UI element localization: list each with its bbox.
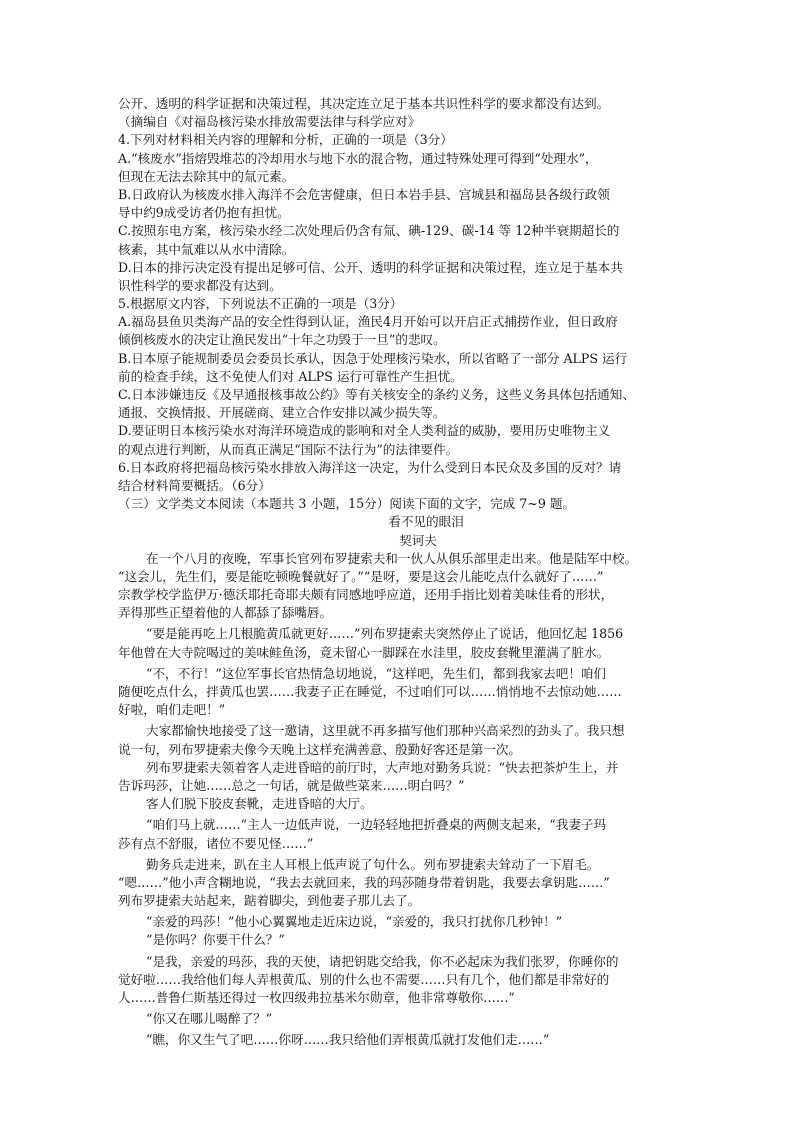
story-line: 列布罗捷索夫站起来，踮着脚尖，到他妻子那儿去了。 (118, 893, 421, 909)
text-line: 导中约9成受访者仍抱有担忧。 (118, 205, 290, 221)
story-line: “不，不行！”这位军事长官热情急切地说，“这样吧，先生们，都到我家去吧！咱们 (146, 665, 607, 681)
text-line: A.“核废水”指熔毁堆芯的冷却用水与地下水的混合物，通过特殊处理可得到“处理水”， (118, 150, 598, 166)
text-line: 识性科学的要求都没有达到。 (118, 277, 282, 293)
story-line: 莎有点不舒服，诸位不要见怪……” (118, 835, 314, 851)
text-line: 核素，其中氚难以从水中清除。 (118, 241, 295, 257)
text-line: （三）文学类文本阅读（本题共 3 小题，15分）阅读下面的文字，完成 7~9 题。 (118, 496, 576, 512)
story-line: 弄得那些正望着他的人都舔了舔嘴唇。 (118, 605, 333, 621)
text-line: D.日本的排污决定没有提出足够可信、公开、透明的科学证据和决策过程，连立足于基本共 (118, 259, 623, 275)
text-line: B.日政府认为核废水排入海洋不会危害健康，但日本岩手县、宫城县和福岛县各级行政领 (118, 186, 610, 202)
text-line: 倾倒核废水的决定让渔民发出“十年之功毁于一旦”的悲叹。 (118, 332, 446, 348)
story-line: “亲爱的玛莎！”他小心翼翼地走近床边说，“亲爱的，我只打扰你几秒钟！” (146, 914, 563, 930)
story-line: “咱们马上就……”主人一边低声说，一边轻轻地把折叠桌的两侧支起来，“我妻子玛 (146, 817, 607, 833)
story-line: “瞧，你又生气了吧……你呀……我只给他们弄根黄瓜就打发他们走……” (146, 1032, 550, 1048)
text-line: A.福岛县鱼贝类海产品的安全性得到认证，渔民4月开始可以开启正式捕捞作业，但日政府 (118, 314, 618, 330)
text-line: 4.下列对材料相关内容的理解和分析，正确的一项是（3分） (118, 132, 453, 148)
text-line: 结合材料简要概括。（6分） (118, 477, 271, 493)
story-body (118, 550, 678, 1050)
text-line: 5.根据原文内容，下列说法不正确的一项是（3分） (118, 296, 403, 312)
story-author: 契诃夫 (399, 532, 437, 548)
story-line: “是你吗？你要干什么？” (146, 932, 285, 948)
story-line: 告诉玛莎，让她……总之一句话，就是做些菜来……明白吗？” (118, 777, 465, 793)
story-line: “这会儿，先生们，要是能吃顿晚餐就好了。”“是呀，要是这会儿能吃点什么就好了……” (118, 568, 604, 584)
story-line: “嗯……”他小声含糊地说，“我去去就回来，我的玛莎随身带着钥匙，我要去拿钥匙……” (118, 874, 610, 890)
story-line: 大家都愉快地接受了这一邀请，这里就不再多描写他们那种兴高采烈的劲头了。我只想 (146, 723, 625, 739)
questions-section (118, 95, 678, 513)
story-line: “是我，亲爱的玛莎，我的天使，请把钥匙交给我，你不必起床为我们张罗，你睡你的 (146, 953, 619, 969)
text-line: 公开、透明的科学证据和决策过程，其决定连立足于基本共识性科学的要求都没有达到。 (118, 96, 610, 111)
story-line: 觉好啦……我给他们每人弄根黄瓜、别的什么也不需要……只有几个，他们都是非常好的 (118, 971, 610, 987)
text-line: B.日本原子能规制委员会委员长承认，因急于处理核污染水，所以省略了一部分 ALPS 运行 (118, 350, 628, 366)
text-line: 通报、交换情报、开展磋商、建立合作安排以减少损失等。 (118, 405, 446, 421)
text-line: 前的检查手续，这不免使人们对 ALPS 运行可靠性产生担忧。 (118, 368, 463, 384)
text-line: D.要证明日本核污染水对海洋环境造成的影响和对全人类利益的威胁，要用历史唯物主义 (118, 423, 611, 439)
story-line: 勤务兵走进来，趴在主人耳根上低声说了句什么。列布罗捷索夫耸动了一下眉毛。 (146, 856, 600, 872)
story-line: 列布罗捷索夫领着客人走进昏暗的前厅时，大声地对勤务兵说：“快去把茶炉生上，并 (146, 759, 619, 775)
story-line: 客人们脱下胶皮套靴，走进昏暗的大厅。 (146, 796, 373, 812)
page-content (118, 95, 678, 1050)
story-line: “你又在哪儿喝醉了？” (146, 1011, 273, 1027)
story-line: “要是能再吃上几根脆黄瓜就更好……”列布罗捷索夫突然停止了说话，他回忆起 1856 (146, 626, 624, 642)
text-line: C.按照东电方案，核污染水经二次处理后仍含有氚、碘-129、碳-14 等 12种半衰期超长的 (118, 223, 620, 239)
story-line: 人……普鲁仁斯基还得过一枚四级弗拉基米尔勋章，他非常尊敬你……” (118, 990, 515, 1005)
story-line: 宗教学校学监伊万·德沃耶托奇耶夫颇有同感地呼应道，还用手指比划着美味佳肴的形状， (118, 587, 614, 603)
story-line: 在一个八月的夜晚，军事长官列布罗捷索夫和一伙人从俱乐部里走出来。他是陆军中校。 (146, 550, 638, 566)
text-line: （摘编自《对福岛核污染水排放需要法律与科学应对》 (118, 114, 421, 130)
text-line: C.日本涉嫌违反《及早通报核事故公约》等有关核安全的条约义务，这些义务具体包括通知、 (118, 387, 635, 402)
story-line: 年他曾在大寺院喝过的美味鲑鱼汤，竟未留心一脚踩在水洼里，胶皮套靴里灌满了脏水。 (118, 644, 610, 660)
text-line: 6.日本政府将把福岛核污染水排放入海洋这一决定，为什么受到日本民众及多国的反对？请 (118, 459, 622, 475)
text-line: 的观点进行判断，从而真正满足“国际不法行为”的法律要件。 (118, 441, 459, 457)
text-line: 但现在无法去除其中的氚元素。 (118, 168, 295, 184)
story-line: 说一句，列布罗捷索夫像今天晚上这样充满善意、殷勤好客还是第一次。 (118, 741, 521, 757)
story-line: 随便吃点什么，拌黄瓜也罢……我妻子正在睡觉，不过咱们可以……悄悄地不去惊动她…… (118, 684, 622, 699)
story-line: 好啦，咱们走吧！” (118, 702, 226, 718)
story-title: 看不见的眼泪 (388, 514, 464, 530)
